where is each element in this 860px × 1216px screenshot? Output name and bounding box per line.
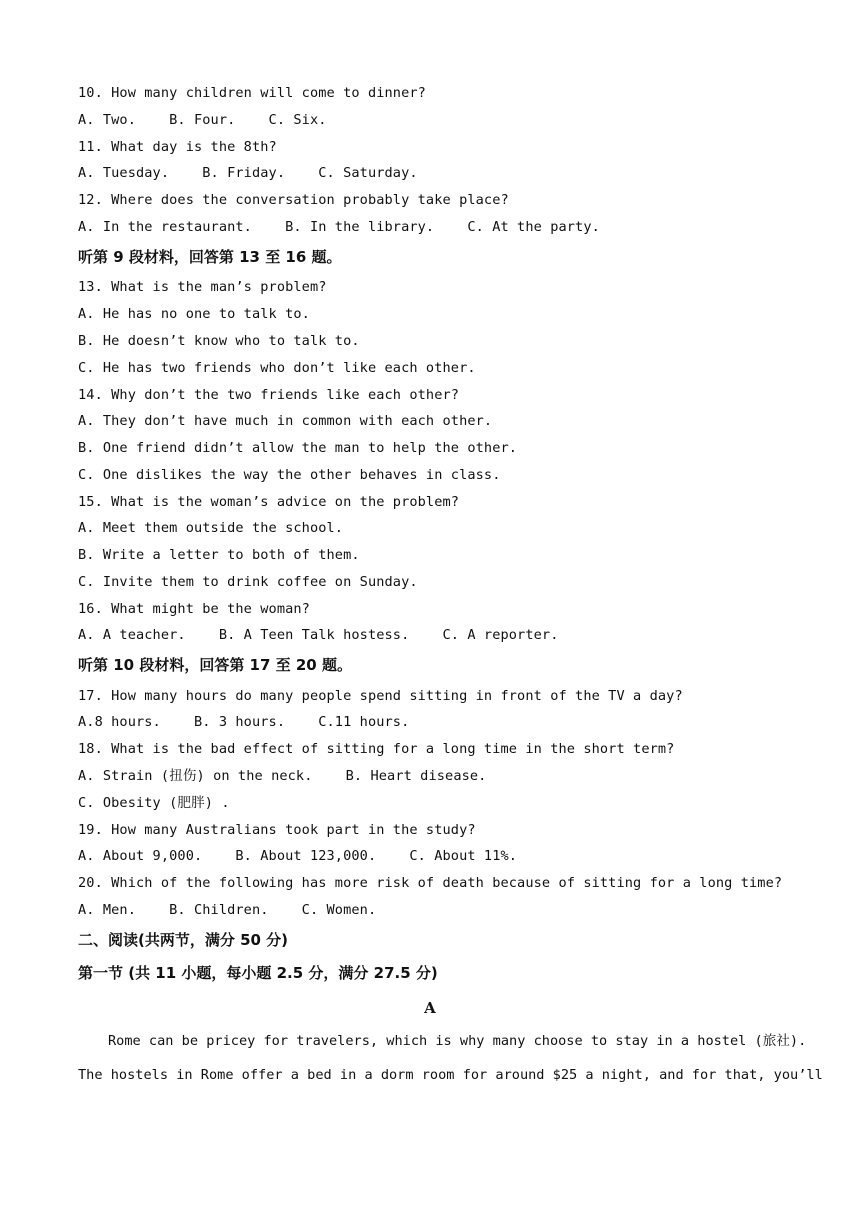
question-11: 11. What day is the 8th? xyxy=(78,139,277,155)
question-16-options: A. A teacher. B. A Teen Talk hostess. C. A reporter. xyxy=(78,627,559,643)
section-10-heading: 听第 10 段材料，回答第 17 至 20 题。 xyxy=(78,656,352,674)
question-10-options: A. Two. B. Four. C. Six. xyxy=(78,112,327,128)
question-13-option-a: A. He has no one to talk to. xyxy=(78,306,310,322)
section-1-heading: 第一节 (共 11 小题，每小题 2.5 分，满分 27.5 分) xyxy=(78,964,438,982)
question-15-option-a: A. Meet them outside the school. xyxy=(78,520,344,536)
question-14-option-a: A. They don’t have much in common with each other. xyxy=(78,413,493,429)
question-10: 10. How many children will come to dinner? xyxy=(78,85,426,101)
question-17: 17. How many hours do many people spend sitting in front of the TV a day? xyxy=(78,688,683,704)
question-11-options: A. Tuesday. B. Friday. C. Saturday. xyxy=(78,165,418,181)
question-12-options: A. In the restaurant. B. In the library. C. At the party. xyxy=(78,219,600,235)
question-18: 18. What is the bad effect of sitting for a long time in the short term? xyxy=(78,741,675,757)
question-12: 12. Where does the conversation probably take place? xyxy=(78,192,509,208)
question-17-options: A.8 hours. B. 3 hours. C.11 hours. xyxy=(78,714,410,730)
passage-line-1: Rome can be pricey for travelers, which is why many choose to stay in a hostel (旅社). xyxy=(108,1033,807,1049)
question-19-options: A. About 9,000. B. About 123,000. C. About 11%. xyxy=(78,848,518,864)
question-15-option-c: C. Invite them to drink coffee on Sunday. xyxy=(78,574,418,590)
question-13-option-c: C. He has two friends who don’t like each other. xyxy=(78,360,476,376)
question-14: 14. Why don’t the two friends like each other? xyxy=(78,387,460,403)
question-14-option-c: C. One dislikes the way the other behaves in class. xyxy=(78,467,501,483)
question-16: 16. What might be the woman? xyxy=(78,601,310,617)
question-13: 13. What is the man’s problem? xyxy=(78,279,327,295)
passage-label: A xyxy=(424,999,436,1017)
question-19: 19. How many Australians took part in the study? xyxy=(78,822,476,838)
question-20: 20. Which of the following has more risk of death because of sitting for a long time? xyxy=(78,875,783,891)
question-13-option-b: B. He doesn’t know who to talk to. xyxy=(78,333,360,349)
question-18-option-c: C. Obesity (肥胖) . xyxy=(78,795,230,811)
question-15: 15. What is the woman’s advice on the problem? xyxy=(78,494,460,510)
question-18-options: A. Strain (扭伤) on the neck. B. Heart disease. xyxy=(78,768,487,784)
passage-line-2: The hostels in Rome offer a bed in a dorm room for around $25 a night, and for that, you’ll xyxy=(78,1067,823,1083)
question-20-options: A. Men. B. Children. C. Women. xyxy=(78,902,377,918)
question-15-option-b: B. Write a letter to both of them. xyxy=(78,547,360,563)
question-14-option-b: B. One friend didn’t allow the man to help the other. xyxy=(78,440,518,456)
reading-part-heading: 二、阅读(共两节，满分 50 分) xyxy=(78,931,289,949)
section-9-heading: 听第 9 段材料，回答第 13 至 16 题。 xyxy=(78,248,342,266)
